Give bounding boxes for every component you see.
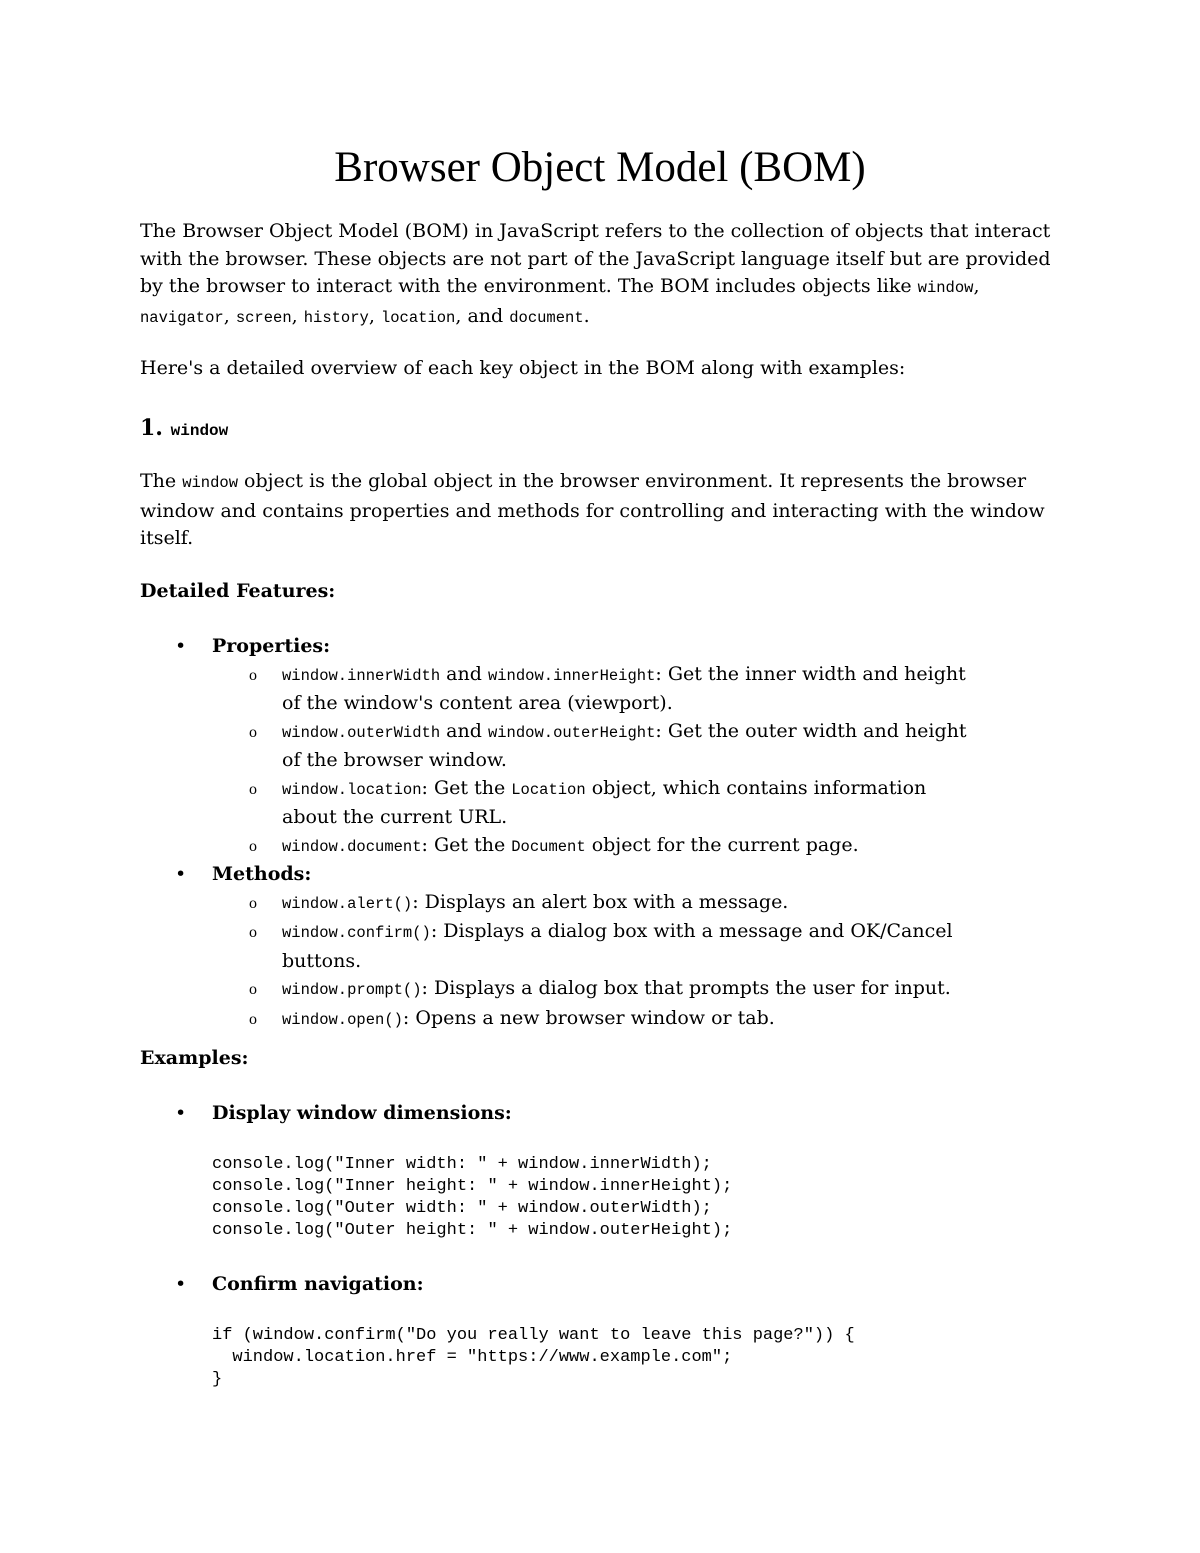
code-navigator: navigator [140, 308, 224, 327]
example1-code: console.log("Inner width: " + window.innerWidth); console.log("Inner height: " + window.innerHeight); console.log("Outer width: " + window.outerWidth); console.log("Outer height: " + window.outerHeight); [212, 1155, 733, 1240]
detailed-features-heading: Detailed Features: [140, 580, 336, 602]
code-document: document [509, 308, 584, 327]
bullet-icon: • [175, 1273, 187, 1295]
bullet-icon: • [175, 635, 187, 657]
methods-sublist [212, 889, 1060, 1035]
circle-bullet-icon: o [249, 723, 257, 741]
methods-label: Methods: [212, 863, 312, 885]
window-description: The window object is the global object in the browser environment. It represents the browser window and contains properties and methods for controlling and interacting with the window itself. [140, 470, 1045, 549]
properties-label: Properties: [212, 635, 331, 657]
list-item: o window.document: Get the Document object for the current page. [212, 832, 982, 862]
circle-bullet-icon: o [249, 1010, 257, 1028]
features-list [140, 633, 1060, 1034]
section-heading-window: 1. window [140, 415, 229, 441]
bullet-icon: • [175, 1102, 187, 1124]
bullet-icon: • [175, 863, 187, 885]
circle-bullet-icon: o [249, 924, 257, 941]
list-item: o window.outerWidth and window.outerHeight: Get the outer width and height of the browser window. [249, 719, 967, 771]
code-screen: screen [235, 308, 292, 327]
properties-sublist [212, 661, 1060, 862]
circle-bullet-icon: o [249, 780, 257, 798]
circle-bullet-icon: o [249, 894, 257, 912]
list-item: o window.innerWidth and window.innerHeight: Get the inner width and height of the window's content area (viewport). [249, 662, 966, 714]
code-location: location [380, 308, 456, 327]
code-window: window [917, 279, 974, 297]
list-item: o window.location: Get the Location object, which contains information about the current URL. [249, 776, 927, 828]
example2-label: Confirm navigation: [212, 1273, 424, 1295]
code-history: history [303, 308, 369, 327]
examples-heading: Examples: [140, 1047, 249, 1069]
example1-label: Display window dimensions: [212, 1102, 512, 1124]
intro-text: The Browser Object Model (BOM) in JavaScript refers to the collection of objects that interact with the browser. These objects are not part of the JavaScript language itself but are provided by the browser to interact with the environment. The BOM includes objects like [140, 220, 1051, 297]
example-confirm-navigation [140, 1271, 1060, 1299]
properties-item [140, 633, 1060, 861]
example2-code: if (window.confirm("Do you really want to leave this page?")) { window.location.href = "https://www.example.com"; } [212, 1326, 855, 1389]
circle-bullet-icon: o [249, 837, 257, 855]
overview-paragraph: Here's a detailed overview of each key object in the BOM along with examples: [140, 357, 906, 379]
code-window-inline: window [182, 474, 239, 492]
circle-bullet-icon: o [249, 981, 257, 998]
list-item: o window.confirm(): Displays a dialog box with a message and OK/Cancel buttons. [249, 920, 953, 972]
list-item: o window.prompt(): Displays a dialog box that prompts the user for input. [212, 975, 982, 1005]
page-title: Browser Object Model (BOM) [334, 144, 866, 191]
example-window-dimensions [140, 1100, 1060, 1128]
methods-item [140, 861, 1060, 1034]
intro-paragraph: The Browser Object Model (BOM) in JavaScript refers to the collection of objects that interact with the browser. These objects are not part of the JavaScript language itself but are provided by the browser to interact with the environment. The BOM includes objects like window, navigator, screen, history, location, and document. [140, 220, 1051, 327]
list-item: o window.open(): Opens a new browser window or tab. [212, 1005, 982, 1035]
list-item: o window.alert(): Displays an alert box with a message. [212, 889, 982, 919]
circle-bullet-icon: o [249, 666, 257, 684]
